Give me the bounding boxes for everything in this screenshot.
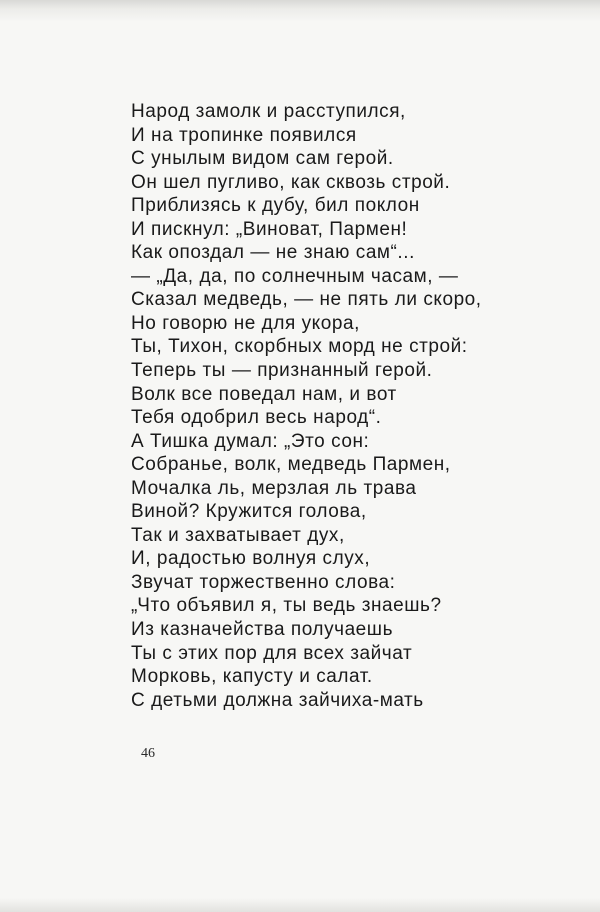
poem-line: С детьми должна зайчиха-мать	[131, 689, 424, 711]
poem-line: Так и захватывает дух,	[131, 524, 345, 546]
poem-line: Как опоздал — не знаю сам“...	[131, 242, 415, 264]
poem-line: И, радостью волнуя слух,	[131, 548, 371, 570]
scan-top-edge	[0, 0, 600, 22]
poem-line: А Тишка думал: „Это сон:	[131, 430, 370, 452]
poem-line: Звучат торжественно слова:	[131, 571, 396, 593]
poem-line: Ты с этих пор для всех зайчат	[131, 642, 413, 664]
poem-line: „Что объявил я, ты ведь знаешь?	[131, 595, 442, 617]
poem-line: Из казначейства получаешь	[131, 619, 394, 641]
scan-bottom-edge	[0, 898, 600, 912]
poem-line: Приблизясь к дубу, бил поклон	[131, 195, 420, 217]
poem-line: И на тропинке появился	[131, 124, 357, 146]
poem-line: Сказал медведь, — не пять ли скоро,	[131, 289, 482, 311]
page-number: 46	[141, 746, 155, 761]
poem-line: Но говорю не для укора,	[131, 312, 360, 334]
poem-text	[131, 100, 482, 712]
poem-line: Теперь ты — признанный герой.	[131, 360, 433, 382]
poem-line: Ты, Тихон, скорбных морд не строй:	[131, 336, 468, 358]
poem-line: Морковь, капусту и салат.	[131, 666, 373, 688]
poem-line: Он шел пугливо, как сквозь строй.	[131, 171, 451, 193]
poem-line: С унылым видом сам герой.	[131, 148, 394, 170]
poem-line: Волк все поведал нам, и вот	[131, 383, 397, 405]
poem-line: И пискнул: „Виноват, Пармен!	[131, 218, 408, 240]
poem-line: Виной? Кружится голова,	[131, 501, 367, 523]
poem-line: Собранье, волк, медведь Пармен,	[131, 454, 451, 476]
poem-line: Мочалка ль, мерзлая ль трава	[131, 477, 417, 499]
poem-line: Тебя одобрил весь народ“.	[131, 407, 382, 429]
poem-line: Народ замолк и расступился,	[131, 101, 406, 122]
poem-line: — „Да, да, по солнечным часам, —	[131, 265, 459, 287]
